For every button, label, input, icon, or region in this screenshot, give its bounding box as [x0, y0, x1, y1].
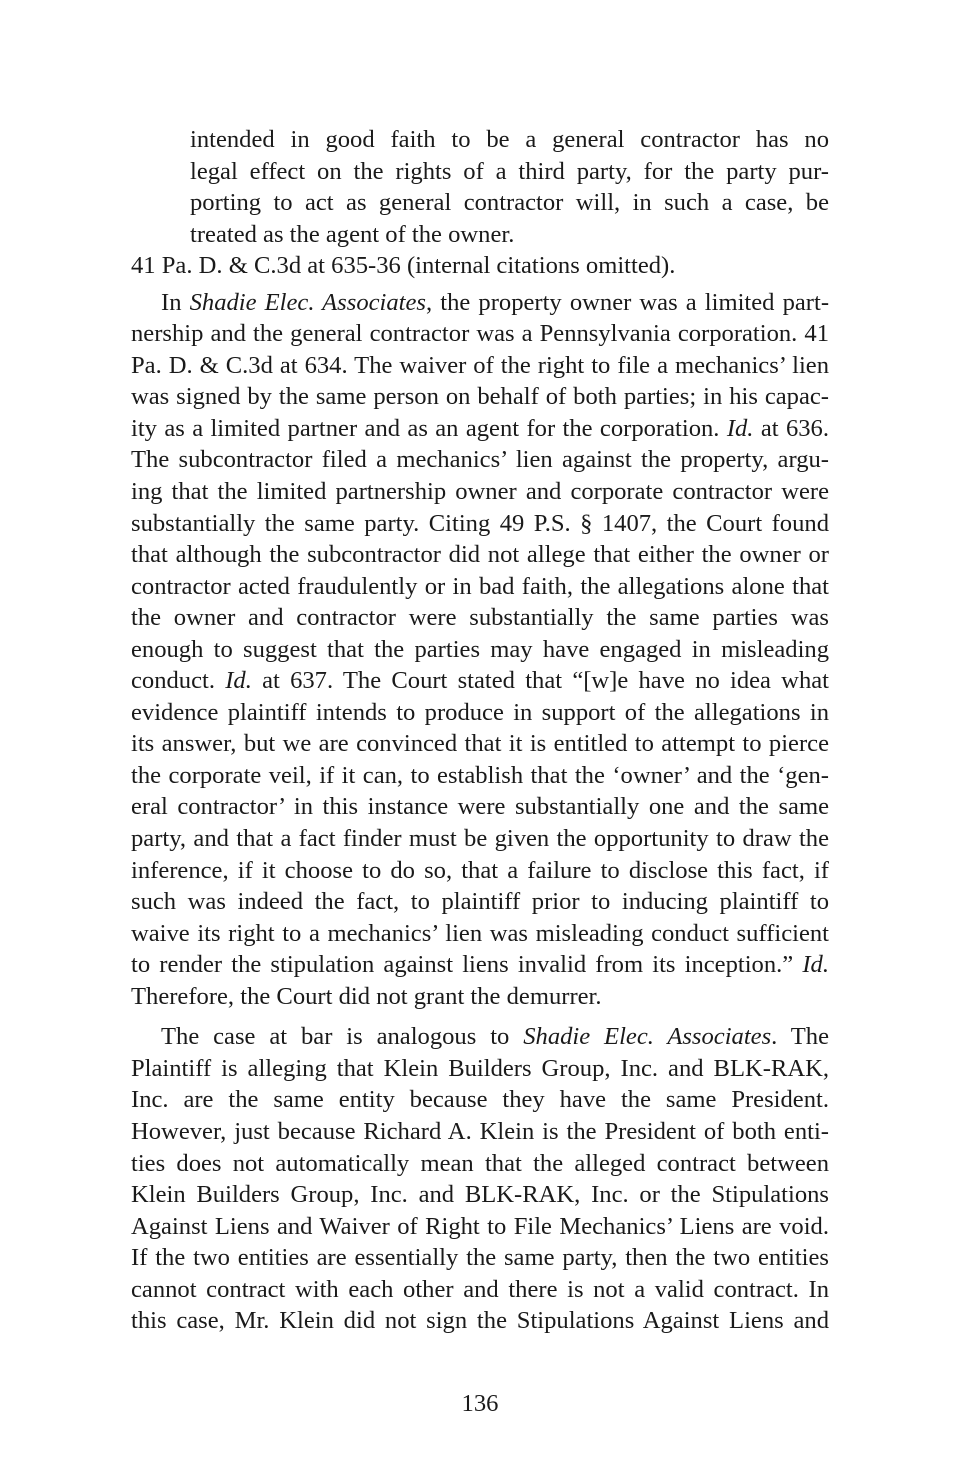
text-line: Pa. D. & C.3d at 634. The waiver of the right to file a mechanics’ lien — [131, 351, 829, 379]
text-line: nership and the general contractor was a Pennsylvania corporation. 41 — [131, 320, 829, 348]
text-line: Against Liens and Waiver of Right to File Mechanics’ Liens are void. — [131, 1212, 829, 1240]
text-run: ity as a limited partner and as an agent for the corporation. — [131, 414, 727, 442]
text-run: at 636. — [753, 414, 829, 442]
paragraph-case-at-bar — [131, 1021, 829, 1336]
quote-line: porting to act as general contractor will, in such a case, be — [190, 189, 829, 217]
text-line: such was indeed the fact, to plaintiff prior to inducing plaintiff to — [131, 888, 829, 916]
text-line — [131, 665, 829, 697]
quote-line: legal effect on the rights of a third party, for the party pur- — [190, 157, 829, 185]
text-line: Klein Builders Group, Inc. and BLK-RAK, Inc. or the Stipulations — [131, 1181, 829, 1209]
text-line: The subcontractor filed a mechanics’ lien against the property, argu- — [131, 446, 829, 474]
text-line: the corporate veil, if it can, to establish that the ‘owner’ and the ‘gen- — [131, 761, 829, 789]
id-citation: Id. — [726, 414, 754, 442]
text-line: its answer, but we are convinced that it is entitled to attempt to pierce — [131, 730, 829, 758]
case-name: Shadie Elec. Associates — [523, 1023, 772, 1051]
quote-line: intended in good faith to be a general contractor has no — [190, 126, 829, 153]
case-name: Shadie Elec. Associates — [189, 288, 426, 316]
quote-line: treated as the agent of the owner. — [190, 220, 515, 248]
text-line: Therefore, the Court did not grant the demurrer. — [131, 982, 602, 1010]
text-line: ing that the limited partnership owner and corporate contractor were — [131, 478, 829, 506]
text-line — [131, 287, 829, 319]
text-run: conduct. — [131, 667, 226, 695]
text-line: contractor acted fraudulently or in bad faith, the allegations alone that — [131, 572, 829, 600]
text-line: Inc. are the same entity because they have the same President. — [131, 1086, 829, 1114]
text-line: the owner and contractor were substantially the same parties was — [131, 604, 829, 632]
text-run: In — [161, 288, 190, 316]
text-run: , the property owner was a limited part- — [426, 288, 830, 316]
text-line — [131, 949, 829, 981]
page-number: 136 — [461, 1390, 499, 1417]
text-run: to render the stipulation against liens invalid from its inception.” — [131, 951, 803, 979]
text-line: inference, if it choose to do so, that a failure to disclose this fact, if — [131, 856, 829, 884]
text-line: waive its right to a mechanics’ lien was misleading conduct sufficient — [131, 919, 829, 947]
text-run: . The — [771, 1023, 830, 1051]
paragraph-shadie — [131, 287, 829, 1013]
text-line: evidence plaintiff intends to produce in support of the allegations in — [131, 698, 829, 726]
text-run: The case at bar is analogous to — [161, 1023, 524, 1051]
text-line — [131, 413, 829, 445]
text-line: cannot contract with each other and there is not a valid contract. In — [131, 1275, 829, 1303]
text-line: was signed by the same person on behalf of both parties; in his capac- — [131, 383, 829, 411]
block-quote — [131, 124, 829, 250]
text-line: If the two entities are essentially the same party, then the two entities — [131, 1244, 829, 1272]
text-line: eral contractor’ in this instance were substantially one and the same — [131, 793, 829, 821]
text-line: substantially the same party. Citing 49 P.S. § 1407, the Court found — [131, 509, 829, 537]
text-line: that although the subcontractor did not allege that either the owner or — [131, 541, 829, 569]
id-citation: Id. — [802, 951, 829, 979]
text-line — [131, 1021, 829, 1053]
text-line: party, and that a fact finder must be given the opportunity to draw the — [131, 825, 829, 853]
text-line: Plaintiff is alleging that Klein Builders Group, Inc. and BLK-RAK, — [131, 1054, 829, 1082]
text-line: this case, Mr. Klein did not sign the Stipulations Against Liens and — [131, 1307, 829, 1335]
text-line: ties does not automatically mean that the alleged contract between — [131, 1149, 829, 1177]
text-run: at 637. The Court stated that “[w]e have no idea what — [251, 667, 829, 695]
page-body — [131, 124, 829, 1337]
text-line: enough to suggest that the parties may have engaged in misleading — [131, 635, 829, 663]
citation-line: 41 Pa. D. & C.3d at 635-36 (internal citations omitted). — [131, 252, 676, 280]
id-citation: Id. — [225, 667, 252, 695]
text-line: However, just because Richard A. Klein is the President of both enti- — [131, 1117, 829, 1145]
